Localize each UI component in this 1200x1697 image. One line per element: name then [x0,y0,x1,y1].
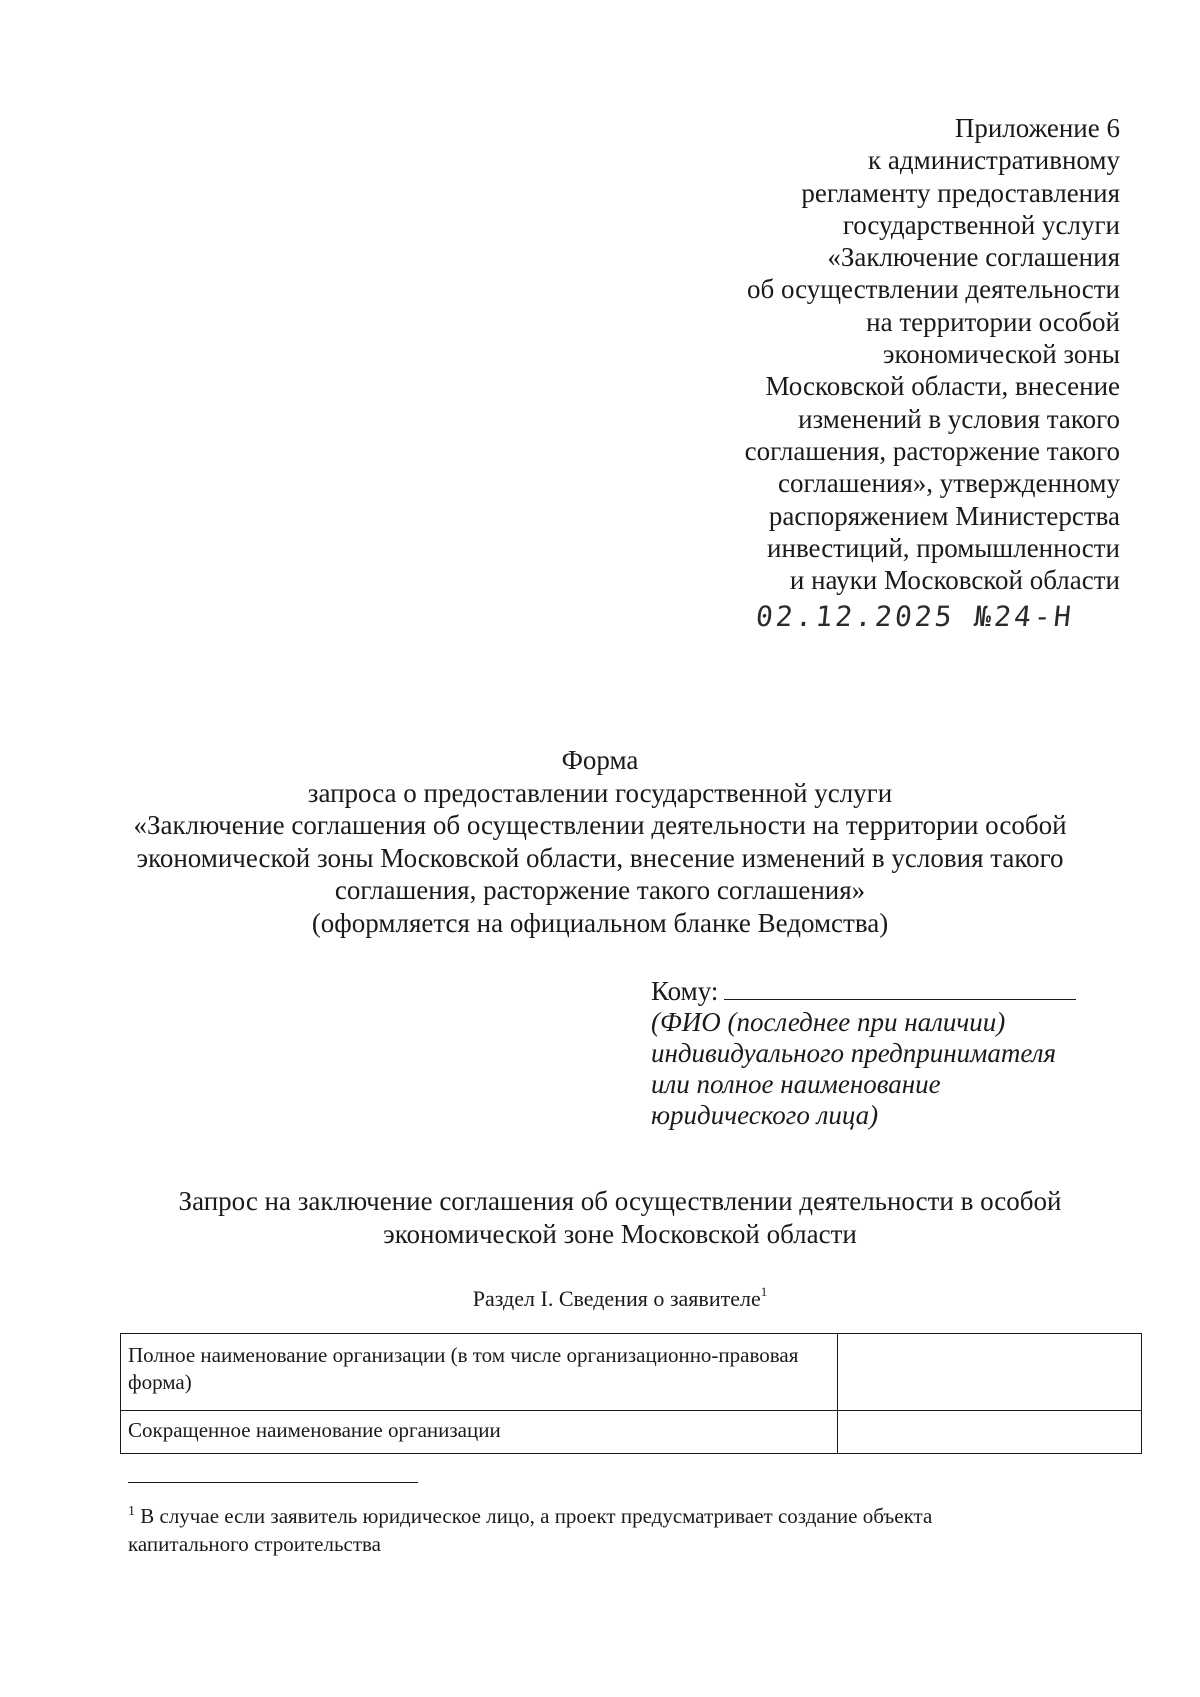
appendix-line: и науки Московской области [789,565,1120,596]
to-label: Кому: [651,976,719,1006]
footnote [128,1498,1088,1558]
appendix-line: изменений в условия такого [798,403,1120,434]
footnote-mark: 1 [128,1504,135,1519]
request-title [80,1185,1160,1251]
appendix-line: об осуществлении деятельности [746,274,1120,305]
table-row [121,1334,1142,1411]
addressee-to-row [651,975,1131,1007]
table-label-cell: Сокращенное наименование организации [121,1411,838,1454]
table-label-cell: Полное наименование организации (в том числе организационно-правовая форма) [121,1334,838,1411]
appendix-line: соглашения», утвержденному [778,468,1120,499]
section-title [80,1277,1160,1314]
form-heading-line: запроса о предоставлении государственной услуги [307,777,893,808]
appendix-block [560,112,1120,596]
table-row [121,1411,1142,1454]
form-heading-line: «Заключение соглашения об осуществлении деятельности на территории особой [133,810,1067,841]
section-footnote-mark: 1 [760,1284,768,1299]
footnote-divider [128,1482,418,1483]
appendix-line: инвестиций, промышленности [767,532,1120,563]
appendix-line: на территории особой [866,306,1120,337]
addressee-hint-line: (ФИО (последнее при наличии) [651,1007,1006,1037]
appendix-line: государственной услуги [842,209,1120,240]
form-heading-line: (оформляется на официальном бланке Ведомства) [311,907,889,938]
table-value-cell[interactable] [838,1334,1142,1411]
form-heading-line: экономической зоны Московской области, внесение изменений в условия такого [136,842,1064,873]
table-value-cell[interactable] [838,1411,1142,1454]
addressee-blank-line [724,975,1076,1000]
request-title-line: Запрос на заключение соглашения об осуществлении деятельности в особой [178,1186,1062,1216]
appendix-line: «Заключение соглашения [827,242,1120,273]
addressee-hint-line: юридического лица) [651,1100,879,1130]
appendix-line: распоряжением Министерства [768,500,1120,531]
form-heading-line: соглашения, расторжение такого соглашения» [334,875,866,906]
appendix-line: Приложение 6 [954,113,1120,143]
request-title-line: экономической зоне Московской области [383,1219,857,1249]
appendix-line: регламенту предоставления [801,177,1120,208]
appendix-line: соглашения, расторжение такого [744,435,1120,466]
addressee-hint-line: индивидуального предпринимателя [651,1038,1057,1068]
footnote-line [128,1498,1088,1530]
appendix-line: Московской области, внесение [765,371,1120,402]
appendix-line: к административному [868,145,1120,176]
section-title-text: Раздел I. Сведения о заявителе [472,1286,761,1311]
footnote-line: капитального строительства [128,1532,381,1556]
applicant-info-table [120,1333,1142,1454]
addressee-hint-line: или полное наименование [651,1069,941,1099]
handwritten-date-number: 02.12.2025 №24-Н [754,600,1076,633]
addressee-block [651,975,1131,1131]
footnote-text: В случае если заявитель юридическое лицо, а проект предусматривает создание объекта [140,1504,933,1528]
form-heading-line: Форма [561,745,639,775]
appendix-line: экономической зоны [882,339,1120,370]
form-heading [80,744,1120,940]
